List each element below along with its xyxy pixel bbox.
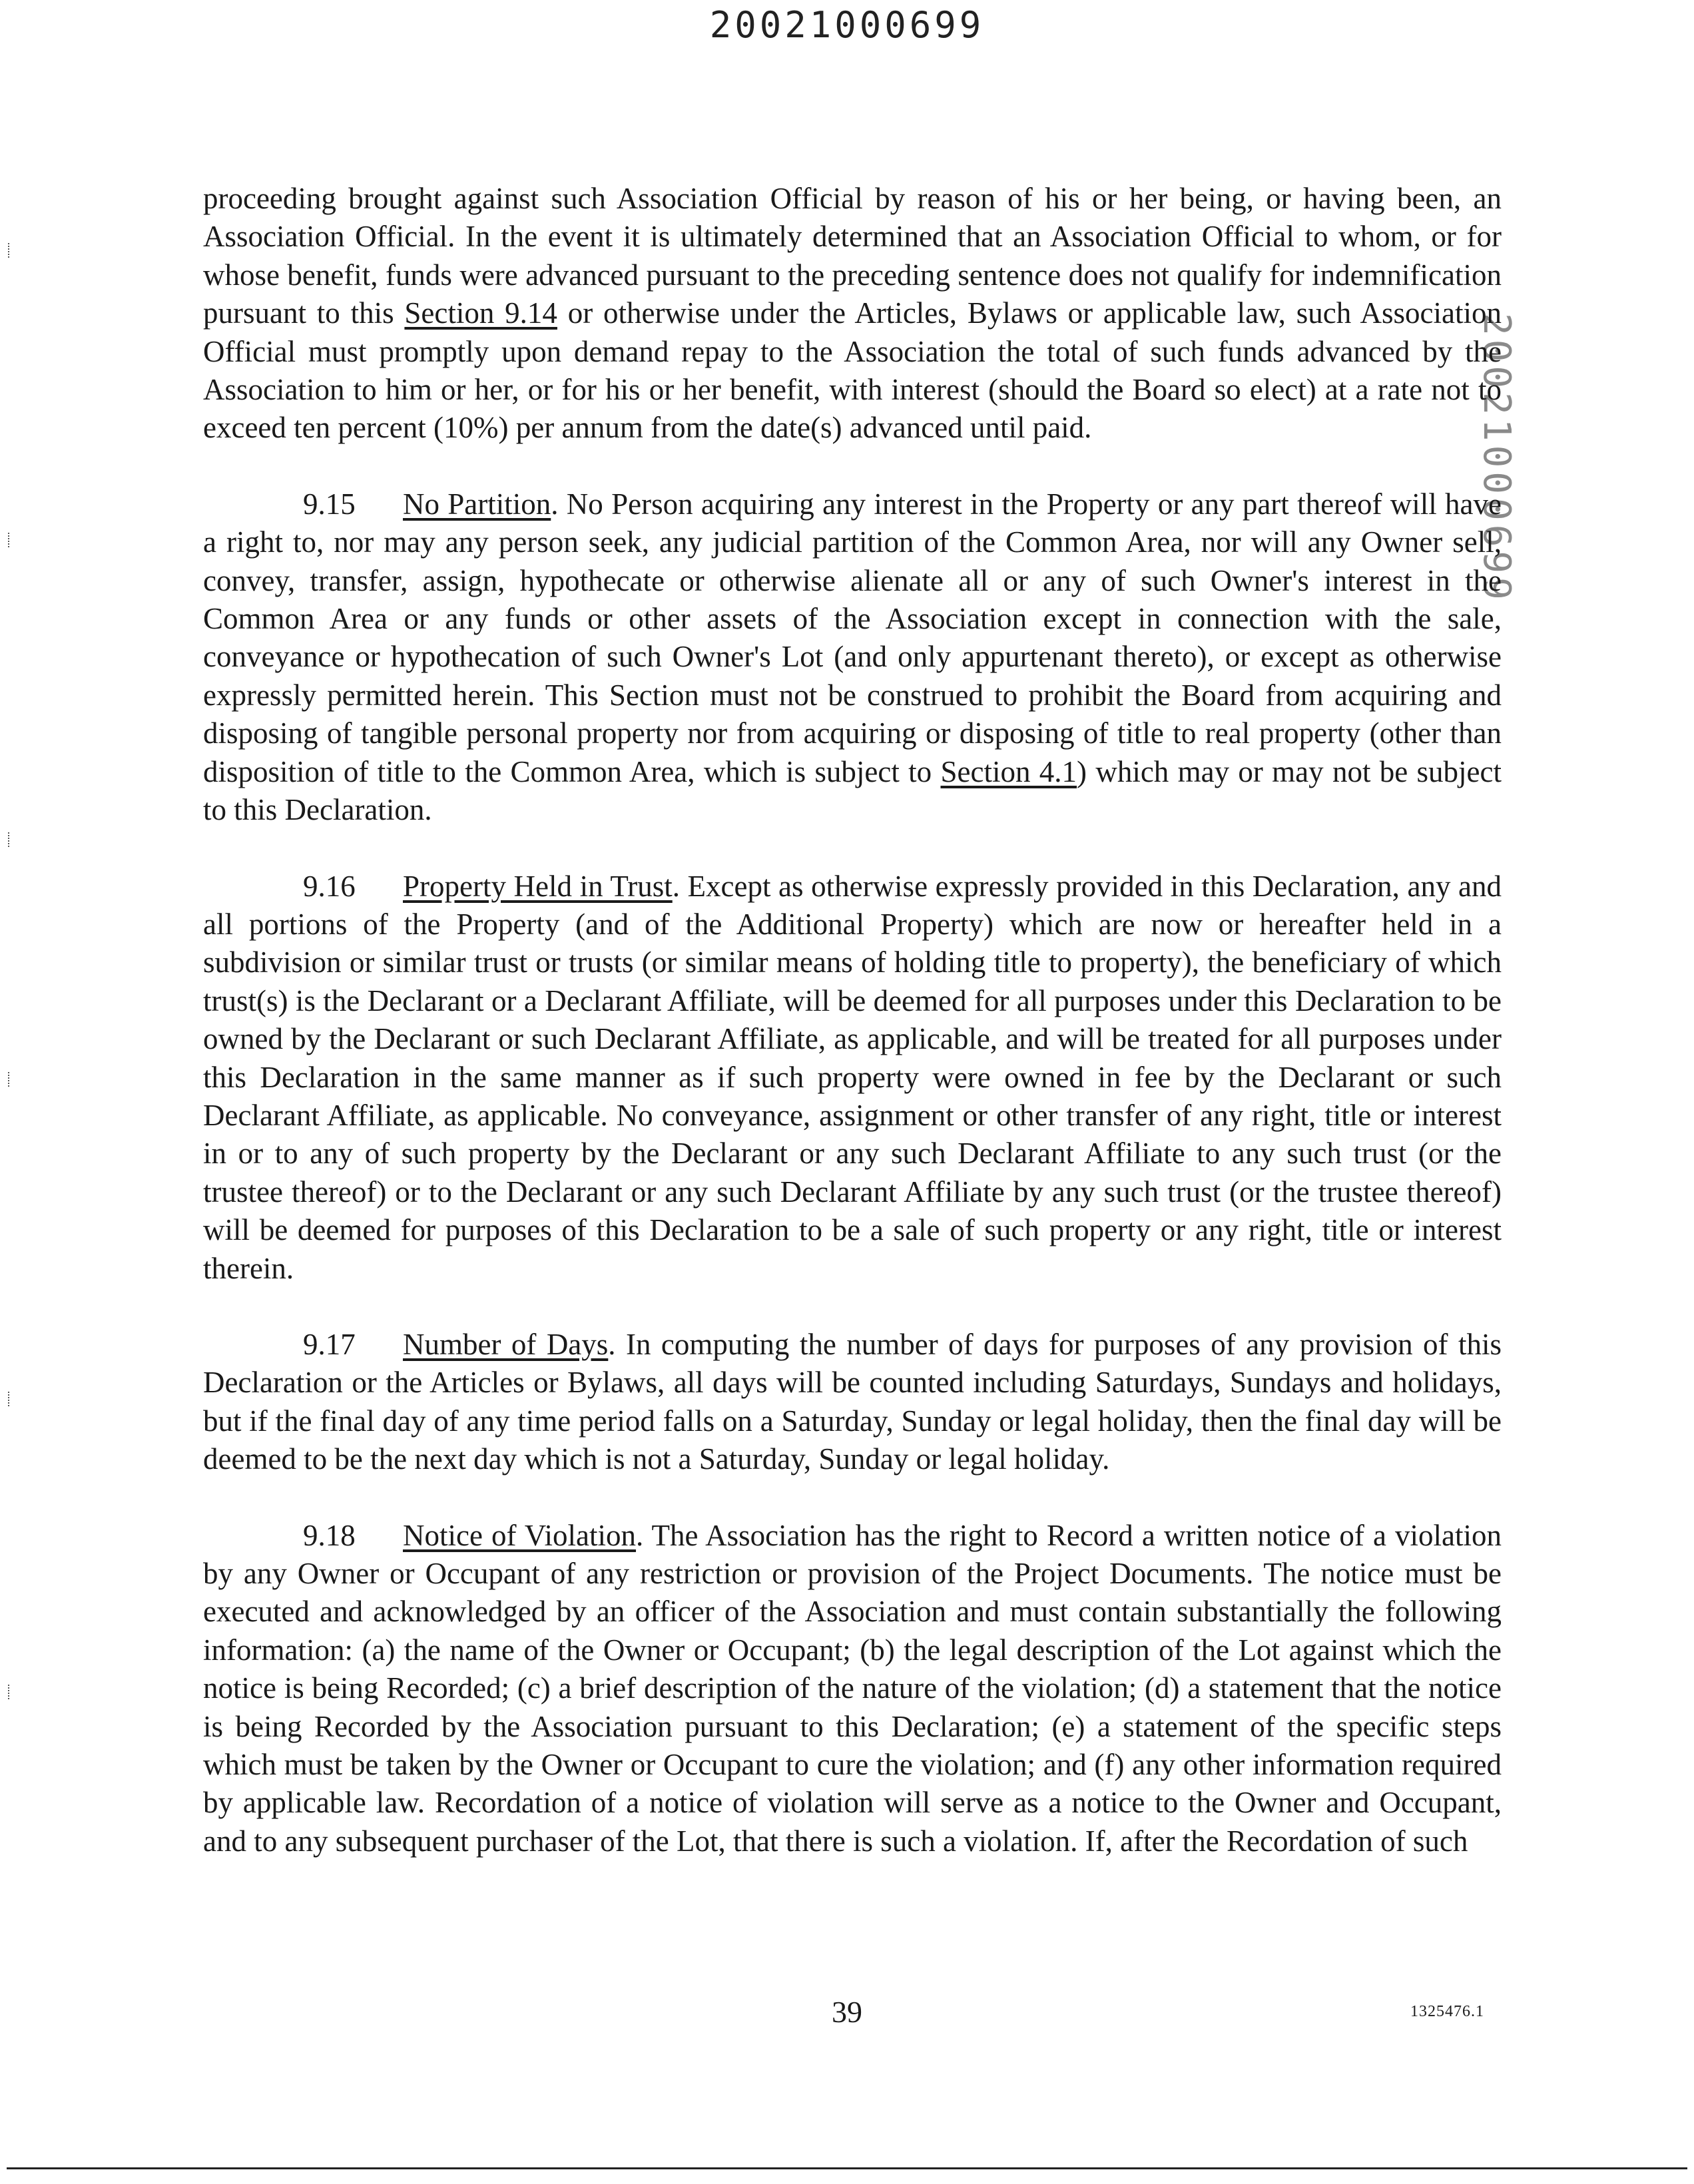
document-code: 1325476.1 <box>1410 2003 1484 2020</box>
section-9-15 <box>203 485 1502 830</box>
section-title: No Partition <box>403 487 551 521</box>
paragraph-text: . In computing the number of days for purposes of any provision of this Declaration or the Articles or Bylaws, all days will be counted including Saturdays, Sundays and holidays, but if the final day of any time period falls on a Saturday, Sunday or legal holiday, then the final day will be deemed to be the next day which is not a Saturday, Sunday or legal holiday. <box>203 1327 1502 1476</box>
side-stamp-text: 20021000699 <box>1475 313 1518 604</box>
section-number: 9.18 <box>303 1518 356 1552</box>
section-9-18 <box>203 1517 1502 1861</box>
section-reference: Section 9.14 <box>404 296 557 330</box>
section-reference: Section 4.1 <box>940 754 1077 788</box>
section-title: Property Held in Trust <box>403 869 673 903</box>
paragraph-text: . Except as otherwise expressly provided in this Declaration, any and all portions of the Property (and of the Additional Property) which are now or hereafter held in a subdivision or similar trust or trusts (or similar means of holding title to property), the beneficiary of which trust(s) is the Declarant or a Declarant Affiliate, will be deemed for all purposes under this Declaration to be owned by the Declarant or such Declarant Affiliate, as applicable, and will be treated for all purposes under this Declaration in the same manner as if such property were owned in fee by the Declarant or such Declarant Affiliate, as applicable. No conveyance, assignment or other transfer of any right, title or interest in or to any of such property by the Declarant or any such Declarant Affiliate to any such trust (or the trustee thereof) or to the Declarant or any such Declarant Affiliate by any such trust (or the trustee thereof) will be deemed for purposes of this Declaration to be a sale of such property or any right, title or interest therein. <box>203 869 1502 1285</box>
margin-mark <box>8 243 13 258</box>
page-number: 39 <box>832 1995 862 2029</box>
document-body <box>203 180 1502 1898</box>
bottom-rule <box>7 2167 1687 2169</box>
section-9-16 <box>203 868 1502 1288</box>
paragraph-text: ) which may or may not be subject to this Declaration. <box>203 754 1502 827</box>
margin-mark <box>8 1685 13 1699</box>
section-title: Number of Days <box>403 1327 609 1361</box>
section-title: Notice of Violation <box>403 1518 637 1552</box>
margin-mark <box>8 533 13 547</box>
paragraph-text: . No Person acquiring any interest in the Property or any part thereof will have a right to, nor may any person seek, any judicial partition of the Common Area, nor will any Owner sell, convey, transfer, assign, hypothecate or otherwise alienate all or any of such Owner's interest in the Common Area or any funds or other assets of the Association except in connection with the sale, conveyance or hypothecation of such Owner's Lot (and only appurtenant thereto), or except as otherwise expressly permitted herein. This Section must not be construed to prohibit the Board from acquiring and disposing of tangible personal property nor from acquiring or disposing of title to real property (other than disposition of title to the Common Area, which is subject to <box>203 487 1502 788</box>
section-number: 9.16 <box>303 869 356 903</box>
paragraph-continuation <box>203 180 1502 447</box>
section-number: 9.17 <box>303 1327 356 1361</box>
margin-mark <box>8 1072 13 1087</box>
paragraph-text: . The Association has the right to Record a written notice of a violation by any Owner or Occupant of any restriction or provision of the Project Documents. The notice must be executed and acknowledged by an officer of the Association and must contain substantially the following information: (a) the name of the Owner or Occupant; (b) the legal description of the Lot against which the notice is being Recorded; (c) a brief description of the nature of the violation; (d) a statement that the notice is being Recorded by the Association pursuant to this Declaration; (e) a statement of the specific steps which must be taken by the Owner or Occupant to cure the violation; and (f) any other information required by applicable law. Recordation of a notice of violation will serve as a notice to the Owner and Occupant, and to any subsequent purchaser of the Lot, that there is such a violation. If, after the Recordation of such <box>203 1518 1502 1858</box>
margin-mark <box>8 1392 13 1406</box>
paragraph-text: or otherwise under the Articles, Bylaws or applicable law, such Association Official must promptly upon demand repay to the Association the total of such funds advanced by the Association to him or her, or for his or her benefit, with interest (should the Board so elect) at a rate not to exceed ten percent (10%) per annum from the date(s) advanced until paid. <box>203 296 1502 445</box>
paragraph-text: proceeding brought against such Association Official by reason of his or her being, or having been, an Association Official. In the event it is ultimately determined that an Association Official to whom, or for whose benefit, funds were advanced pursuant to the preceding sentence does not qualify for indemnification pursuant to this <box>203 182 1502 330</box>
margin-mark <box>8 832 13 847</box>
recording-number: 20021000699 <box>709 4 985 46</box>
section-number: 9.15 <box>303 487 356 521</box>
section-9-17 <box>203 1326 1502 1479</box>
